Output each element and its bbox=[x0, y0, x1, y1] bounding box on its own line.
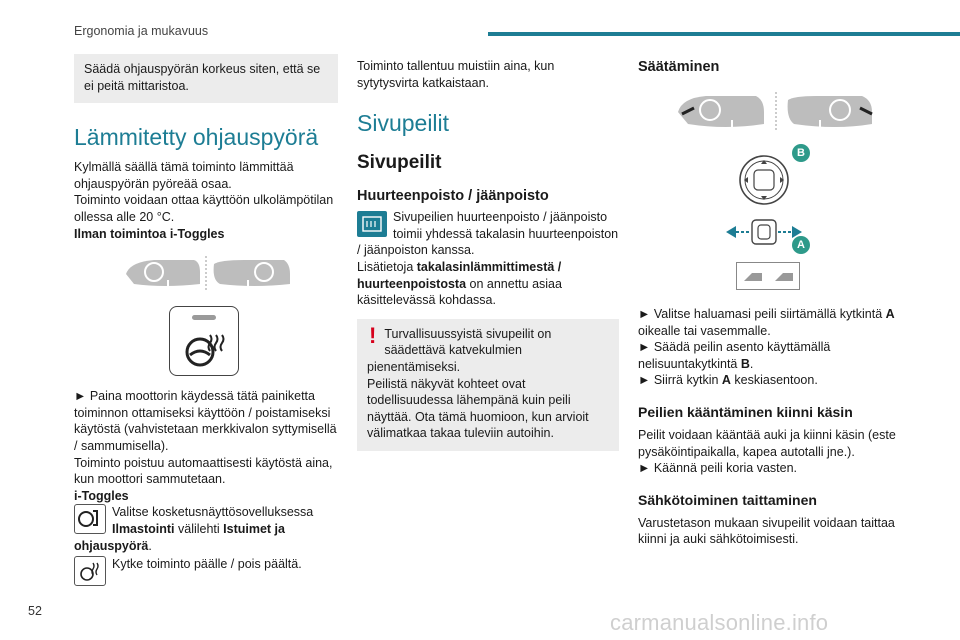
defrost-heading: Huurteenpoisto / jäänpoisto bbox=[357, 188, 549, 205]
adjust-step-3-b: keskiasentoon. bbox=[730, 373, 818, 388]
dashboard-left-icon bbox=[124, 254, 294, 294]
defrost-row bbox=[357, 209, 619, 259]
warning-exclamation-icon: ! bbox=[369, 322, 377, 348]
more-info-b: on annettu asiaa käsittelevässä kohdassa. bbox=[357, 276, 562, 308]
adjust-step-1 bbox=[638, 306, 898, 339]
warning-text-1: Turvallisuussyistä sivupeilit on säädettävä katvekulmien pienentämiseksi. bbox=[367, 326, 552, 374]
itoggles-bold-2: Istuimet ja ohjauspyörä bbox=[74, 521, 285, 553]
itoggles-text-c: . bbox=[148, 538, 152, 553]
header-accent-bar bbox=[488, 32, 960, 36]
label-b-badge: B bbox=[792, 144, 810, 162]
column-1 bbox=[74, 54, 338, 588]
adjust-step-3-bold: A bbox=[721, 373, 731, 388]
column-2 bbox=[357, 58, 619, 451]
adjust-step-1-a: ► Valitse haluamasi peili siirtämällä kytkintä bbox=[638, 307, 886, 321]
mirror-joystick-icon bbox=[722, 144, 822, 254]
label-a-badge: A bbox=[792, 236, 810, 254]
more-info-bold: takalasinlämmittimestä / huurteenpoistosta bbox=[357, 259, 562, 291]
column-3 bbox=[638, 58, 898, 548]
adjust-step-2 bbox=[638, 339, 898, 372]
mirror-dashboard-icon bbox=[676, 90, 876, 134]
heated-wheel-small-icon bbox=[74, 556, 106, 586]
memory-note: Toiminto tallentuu muistiin aina, kun sytytysvirta katkaistaan. bbox=[357, 59, 555, 90]
without-itoggles-label: Ilman toimintoa i-Toggles bbox=[74, 226, 225, 241]
electric-fold-heading: Sähkötoiminen taittaminen bbox=[638, 491, 817, 508]
step-auto-off: Toiminto poistuu automaattisesti käytöstä aina, kun moottori sammutetaan. bbox=[74, 455, 333, 487]
itoggles-row bbox=[74, 504, 338, 554]
heated-wheel-heading: Lämmitetty ohjauspyörä bbox=[74, 124, 319, 151]
dashboard-illustration bbox=[124, 254, 294, 294]
seat-wheel-icon bbox=[74, 504, 106, 534]
intro-text-1: Kylmällä säällä tämä toiminto lämmittää ohjauspyörän pyöreää osaa. bbox=[74, 160, 294, 191]
electric-fold-text: Varustetason mukaan sivupeilit voidaan taittaa kiinni ja auki sähkötoimisesti. bbox=[638, 515, 895, 547]
fold-text-1: Peilit voidaan kääntää auki ja kiinni käsin (este pysäköintipaikalla, kapea autotalli jne.). bbox=[638, 427, 896, 459]
defrost-text: Sivupeilien huurteenpoisto / jäänpoisto toimii yhdessä takalasin huurteenpoiston / jäänpoiston kanssa. bbox=[357, 210, 619, 258]
adjust-step-1-bold: A bbox=[885, 307, 895, 321]
itoggles-text-b: välilehti bbox=[174, 521, 224, 536]
watermark: carmanualsonline.info bbox=[610, 610, 829, 635]
note-text: Säädä ohjauspyörän korkeus siten, että se ei peitä mittaristoa. bbox=[84, 62, 321, 93]
rear-defrost-icon bbox=[357, 211, 387, 237]
page-number: 52 bbox=[28, 604, 42, 618]
itoggles-bold-1: Ilmastointi bbox=[112, 521, 175, 536]
more-info-a: Lisätietoja bbox=[357, 259, 417, 274]
adjust-step-1-b: oikealle tai vasemmalle. bbox=[638, 323, 771, 338]
fold-heading: Peilien kääntäminen kiinni käsin bbox=[638, 403, 853, 420]
adjust-heading: Säätäminen bbox=[638, 59, 720, 75]
section-title: Ergonomia ja mukavuus bbox=[74, 24, 209, 38]
mirrors-subheading: Sivupeilit bbox=[357, 152, 442, 174]
mirror-switch-icon bbox=[736, 262, 800, 290]
toggle-text: Kytke toiminto päälle / pois päältä. bbox=[112, 557, 302, 572]
fold-text-2: ► Käännä peili koria vasten. bbox=[638, 461, 797, 476]
adjust-step-2-a: ► Säädä peilin asento käyttämällä nelisuuntakytkintä bbox=[638, 340, 831, 371]
toggle-row bbox=[74, 556, 338, 588]
warning-box bbox=[357, 319, 619, 451]
adjust-step-3 bbox=[638, 372, 898, 389]
adjust-step-2-bold: B bbox=[740, 356, 750, 371]
heated-wheel-button-icon bbox=[169, 306, 239, 376]
adjust-step-2-b: . bbox=[749, 356, 754, 371]
mirrors-heading: Sivupeilit bbox=[357, 110, 450, 137]
itoggles-text-a: Valitse kosketusnäyttösovelluksessa bbox=[112, 505, 314, 520]
warning-text-2: Peilistä näkyvät kohteet ovat todellisuudessa lähempänä kuin peili näyttää. Ota tämä huomioon, kun arvioit välimatkaa takaa tuleviin autoihin. bbox=[367, 376, 589, 441]
note-box bbox=[74, 54, 338, 103]
adjust-step-3-a: ► Siirrä kytkin bbox=[638, 373, 722, 388]
more-info-text bbox=[357, 259, 619, 309]
intro-text-2: Toiminto voidaan ottaa käyttöön ulkolämpötilan ollessa alle 20 °C. bbox=[74, 193, 334, 224]
itoggles-label: i-Toggles bbox=[74, 488, 129, 503]
step-press-button: ► Paina moottorin käydessä tätä painiketta toiminnon ottamiseksi käyttöön / poistamiseksi käytöstä (vahvistetaan merkkivalon syttymisellä / sammumisella). bbox=[74, 389, 337, 453]
